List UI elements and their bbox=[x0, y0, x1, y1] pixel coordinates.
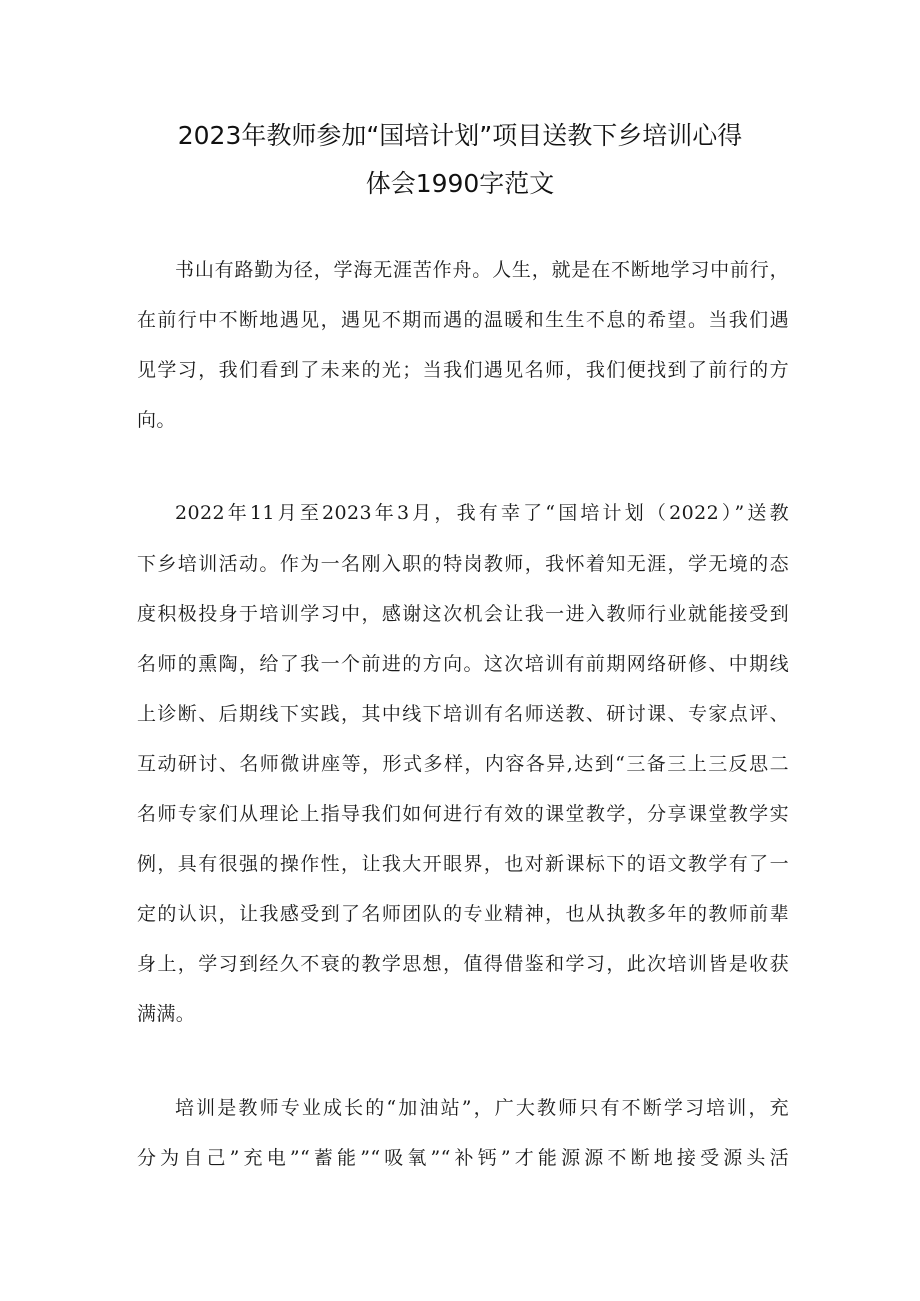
paragraph-line: 在前行中不断地遇见，遇见不期而遇的温暖和生生不息的希望。当我们遇 bbox=[137, 309, 789, 331]
paragraph-line: 向。 bbox=[137, 409, 176, 431]
paragraph-line: 身上，学习到经久不衰的教学思想，值得借鉴和学习，此次培训皆是收获 bbox=[137, 953, 789, 975]
paragraph-line: 下乡培训活动。作为一名刚入职的特岗教师，我怀着知无涯，学无境的态 bbox=[137, 553, 789, 575]
paragraph-line: 培训是教师专业成长的“加油站”，广大教师只有不断学习培训，充 bbox=[175, 1097, 789, 1119]
document-title-line-2: 体会1990字范文 bbox=[365, 169, 555, 198]
paragraph-line: 分为自己”充电”“蓄能”“吸氧”“补钙”才能源源不断地接受源头活 bbox=[137, 1147, 789, 1169]
paragraph-line: 书山有路勤为径，学海无涯苦作舟。人生，就是在不断地学习中前行， bbox=[175, 259, 789, 281]
paragraph-line: 2022年11月至2023年3月，我有幸了“国培计划（2022）”送教 bbox=[175, 502, 789, 524]
paragraph-line: 定的认识，让我感受到了名师团队的专业精神，也从执教多年的教师前辈 bbox=[137, 903, 789, 925]
paragraph-line: 互动研讨、名师微讲座等，形式多样，内容各异,达到“三备三上三反思二 bbox=[137, 753, 789, 775]
paragraph-line: 满满。 bbox=[137, 1003, 196, 1025]
paragraph-line: 见学习，我们看到了未来的光；当我们遇见名师，我们便找到了前行的方 bbox=[137, 359, 789, 381]
document-title-line-1: 2023年教师参加“国培计划”项目送教下乡培训心得 bbox=[177, 121, 743, 150]
paragraph-line: 上诊断、后期线下实践，其中线下培训有名师送教、研讨课、专家点评、 bbox=[137, 703, 789, 725]
paragraph-line: 度积极投身于培训学习中，感谢这次机会让我一进入教师行业就能接受到 bbox=[137, 603, 789, 625]
paragraph-line: 例，具有很强的操作性，让我大开眼界，也对新课标下的语文教学有了一 bbox=[137, 853, 789, 875]
paragraph-line: 名师专家们从理论上指导我们如何进行有效的课堂教学，分享课堂教学实 bbox=[137, 803, 789, 825]
paragraph-line: 名师的熏陶，给了我一个前进的方向。这次培训有前期网络研修、中期线 bbox=[137, 653, 789, 675]
